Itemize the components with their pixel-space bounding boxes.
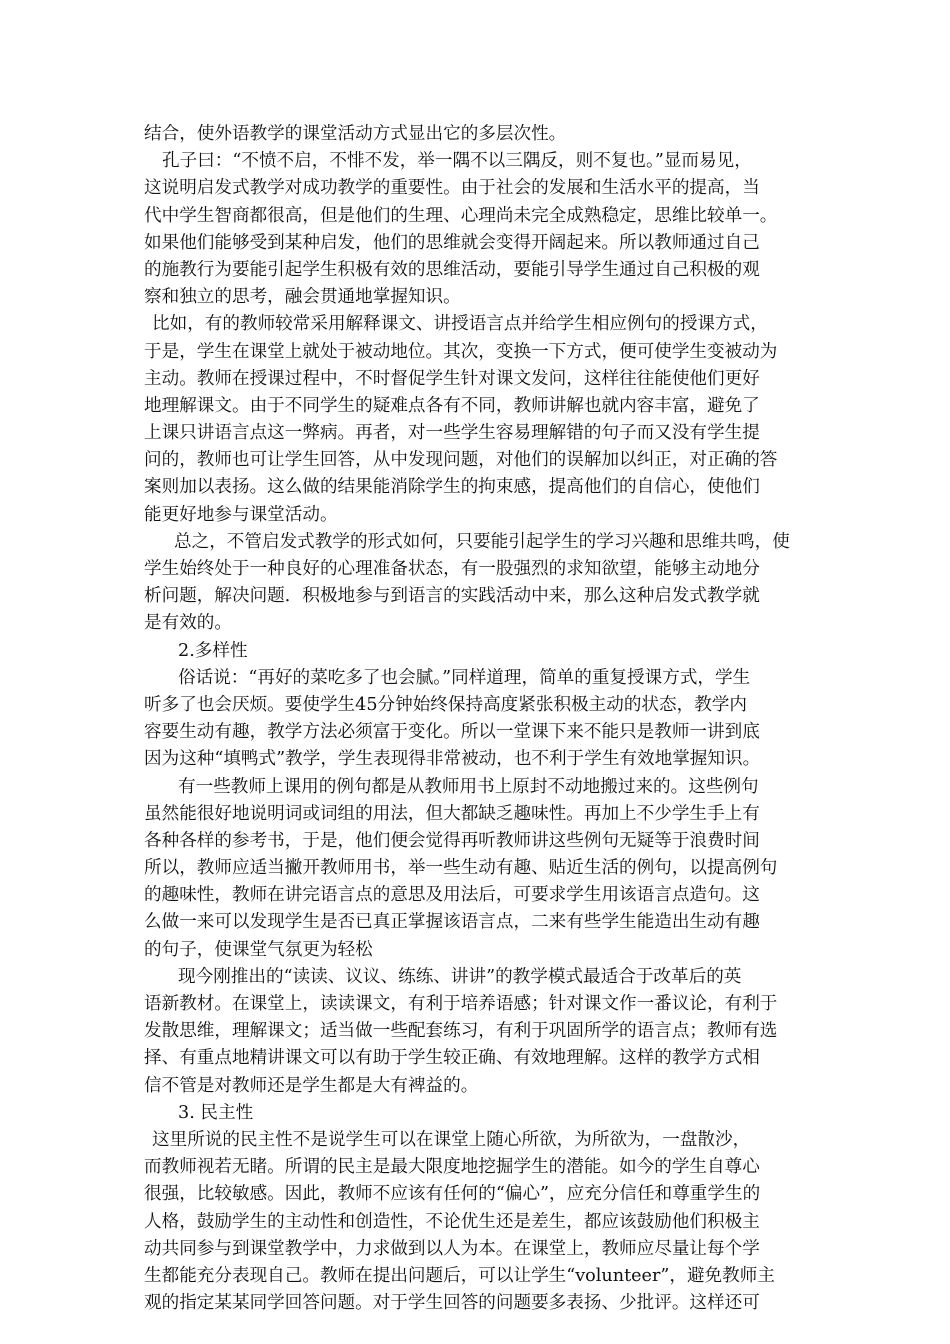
text-line: 的趣味性，教师在讲完语言点的意思及用法后，可要求学生用该语言点造句。这 [144,885,760,906]
text-line: 析问题，解决问题．积极地参与到语言的实践活动中来，那么这种启发式教学就 [144,586,760,607]
text-line: 如果他们能够受到某种启发，他们的思维就会变得开阔起来。所以教师通过自己 [144,232,760,253]
document-page [144,121,808,1317]
text-line: 学生始终处于一种良好的心理准备状态，有一股强烈的求知欲望，能够主动地分 [144,559,760,579]
text-line: 孔子曰：“不愤不启，不悱不发，举一隅不以三隅反，则不复也。”显而易见， [162,151,752,172]
text-line: 的句子，使课堂气氛更为轻松 [144,939,373,960]
text-line: 能更好地参与课堂活动。 [144,504,338,525]
text-line: 这说明启发式教学对成功教学的重要性。由于社会的发展和生活水平的提高，当 [144,178,760,199]
text-line: 听多了也会厌烦。要使学生45分钟始终保持高度紧张积极主动的状态，教学内 [144,694,747,715]
document-body [144,121,808,1317]
text-line: 信不管是对教师还是学生都是大有裨益的。 [144,1075,479,1096]
text-line: 生都能充分表现自己。教师在提出问题后，可以让学生“volunteer”，避免教师主 [144,1265,775,1286]
text-line: 俗话说：“再好的菜吃多了也会腻。”同样道理，简单的重复授课方式，学生 [178,667,751,688]
text-line: 动共同参与到课堂教学中，力求做到以人为本。在课堂上，教师应尽量让每个学 [144,1238,760,1259]
text-line: 总之，不管启发式教学的形式如何，只要能引起学生的学习兴趣和思维共鸣，使 [174,531,790,552]
text-line: 么做一来可以发现学生是否已真正掌握该语言点，二来有些学生能造出生动有趣 [144,912,760,933]
text-line: 结合，使外语教学的课堂活动方式显出它的多层次性。 [144,124,567,144]
text-line: 虽然能很好地说明词或词组的用法，但大都缺乏趣味性。再加上不少学生手上有 [144,803,760,824]
text-line: 问的，教师也可让学生回答，从中发现问题，对他们的误解加以纠正，对正确的答 [144,450,778,471]
text-line: 有一些教师上课用的例句都是从教师用书上原封不动地搬过来的。这些例句 [178,776,759,797]
text-line: 地理解课文。由于不同学生的疑难点各有不同，教师讲解也就内容丰富，避免了 [144,395,760,416]
text-line: 发散思维，理解课文；适当做一些配套练习，有利于巩固所学的语言点；教师有选 [144,1021,778,1042]
text-line: 察和独立的思考，融会贯通地掌握知识。 [144,287,461,308]
text-line: 比如，有的教师较常采用解释课文、讲授语言点并给学生相应例句的授课方式， [152,314,768,335]
section-heading: 2.多样性 [178,640,248,661]
text-line: 人格，鼓励学生的主动性和创造性，不论优生还是差生，都应该鼓励他们积极主 [144,1211,760,1232]
text-line: 很强，比较敏感。因此，教师不应该有任何的“偏心”，应充分信任和尊重学生的 [144,1184,761,1205]
text-line: 代中学生智商都很高，但是他们的生理、心理尚未完全成熟稳定，思维比较单一。 [144,205,778,226]
text-line: 容要生动有趣，教学方法必须富于变化。所以一堂课下来不能只是教师一讲到底 [144,722,760,743]
text-line: 这里所说的民主性不是说学生可以在课堂上随心所欲，为所欲为，一盘散沙， [152,1129,751,1150]
text-line: 而教师视若无睹。所谓的民主是最大限度地挖掘学生的潜能。如今的学生自尊心 [144,1157,760,1178]
text-line: 因为这种“填鸭式”教学，学生表现得非常被动，也不利于学生有效地掌握知识。 [144,749,761,770]
text-line: 主动。教师在授课过程中，不时督促学生针对课文发问，这样往往能使他们更好 [144,368,760,389]
text-line: 观的指定某某同学回答问题。对于学生回答的问题要多表扬、少批评。这样还可 [144,1293,760,1314]
text-line: 各种各样的参考书，于是，他们便会觉得再听教师讲这些例句无疑等于浪费时间 [144,830,760,851]
text-line: 语新教材。在课堂上，读读课文，有利于培养语感；针对课文作一番议论，有利于 [144,994,778,1014]
text-line: 上课只讲语言点这一弊病。再者，对一些学生容易理解错的句子而又没有学生提 [144,423,760,444]
section-heading: 3. 民主性 [178,1102,254,1123]
text-line: 于是，学生在课堂上就处于被动地位。其次，变换一下方式，便可使学生变被动为 [144,341,778,362]
text-line: 现今刚推出的“读读、议议、练练、讲讲”的教学模式最适合于改革后的英 [178,966,742,987]
text-line: 择、有重点地精讲课文可以有助于学生较正确、有效地理解。这样的教学方式相 [144,1048,760,1069]
text-line: 的施教行为要能引起学生积极有效的思维活动，要能引导学生通过自己积极的观 [144,259,760,280]
text-line: 是有效的。 [144,613,232,634]
text-line: 所以，教师应适当撇开教师用书，举一些生动有趣、贴近生活的例句，以提高例句 [144,858,778,879]
text-line: 案则加以表扬。这么做的结果能消除学生的拘束感，提高他们的自信心，使他们 [144,477,760,498]
